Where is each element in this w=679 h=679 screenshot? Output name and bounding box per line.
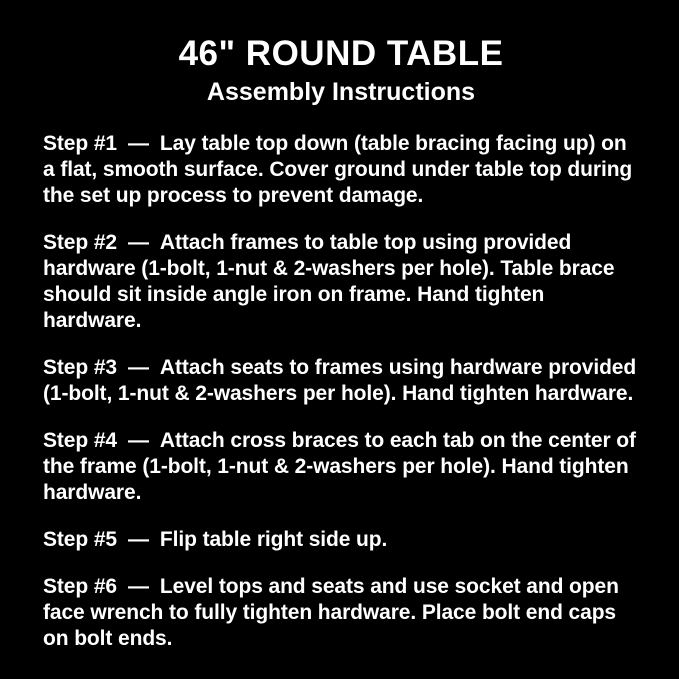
step-5-label: Step #5 [43, 528, 117, 552]
page-title: 46" ROUND TABLE [178, 34, 504, 73]
step-1-text: Lay table top down (table bracing facing up) on a flat, smooth surface. Cover ground under table top during the set up process to prevent damage. [43, 132, 633, 208]
step-4-label: Step #4 [43, 429, 117, 453]
em-dash: — [128, 356, 149, 380]
step-6-text: Level tops and seats and use socket and open face wrench to fully tighten hardware. Place bolt end caps on bolt ends. [43, 575, 619, 651]
em-dash: — [128, 231, 149, 255]
step-6-paragraph [43, 574, 639, 652]
page-subtitle: Assembly Instructions [206, 78, 476, 107]
step-1-label: Step #1 [43, 132, 117, 156]
em-dash: — [128, 132, 149, 156]
step-1-paragraph [43, 131, 639, 209]
steps-list [43, 131, 639, 652]
step-2-text: Attach frames to table top using provided hardware (1-bolt, 1-nut & 2-washers per hole). Table brace should sit inside angle iron on frame. Hand tighten hardware. [43, 231, 615, 333]
em-dash: — [128, 429, 149, 453]
header [43, 34, 639, 107]
step-4-paragraph [43, 428, 639, 506]
em-dash: — [128, 528, 149, 552]
step-3-text: Attach seats to frames using hardware provided (1-bolt, 1-nut & 2-washers per hole). Hand tighten hardware. [43, 356, 637, 406]
step-2-paragraph [43, 230, 639, 334]
step-5-paragraph [43, 527, 639, 553]
step-2-label: Step #2 [43, 231, 117, 255]
step-3-paragraph [43, 355, 639, 407]
step-3-label: Step #3 [43, 356, 117, 380]
step-4-text: Attach cross braces to each tab on the center of the frame (1-bolt, 1-nut & 2-washers per hole). Hand tighten hardware. [43, 429, 636, 505]
step-6-label: Step #6 [43, 575, 117, 599]
em-dash: — [128, 575, 149, 599]
step-5-text: Flip table right side up. [159, 528, 388, 552]
